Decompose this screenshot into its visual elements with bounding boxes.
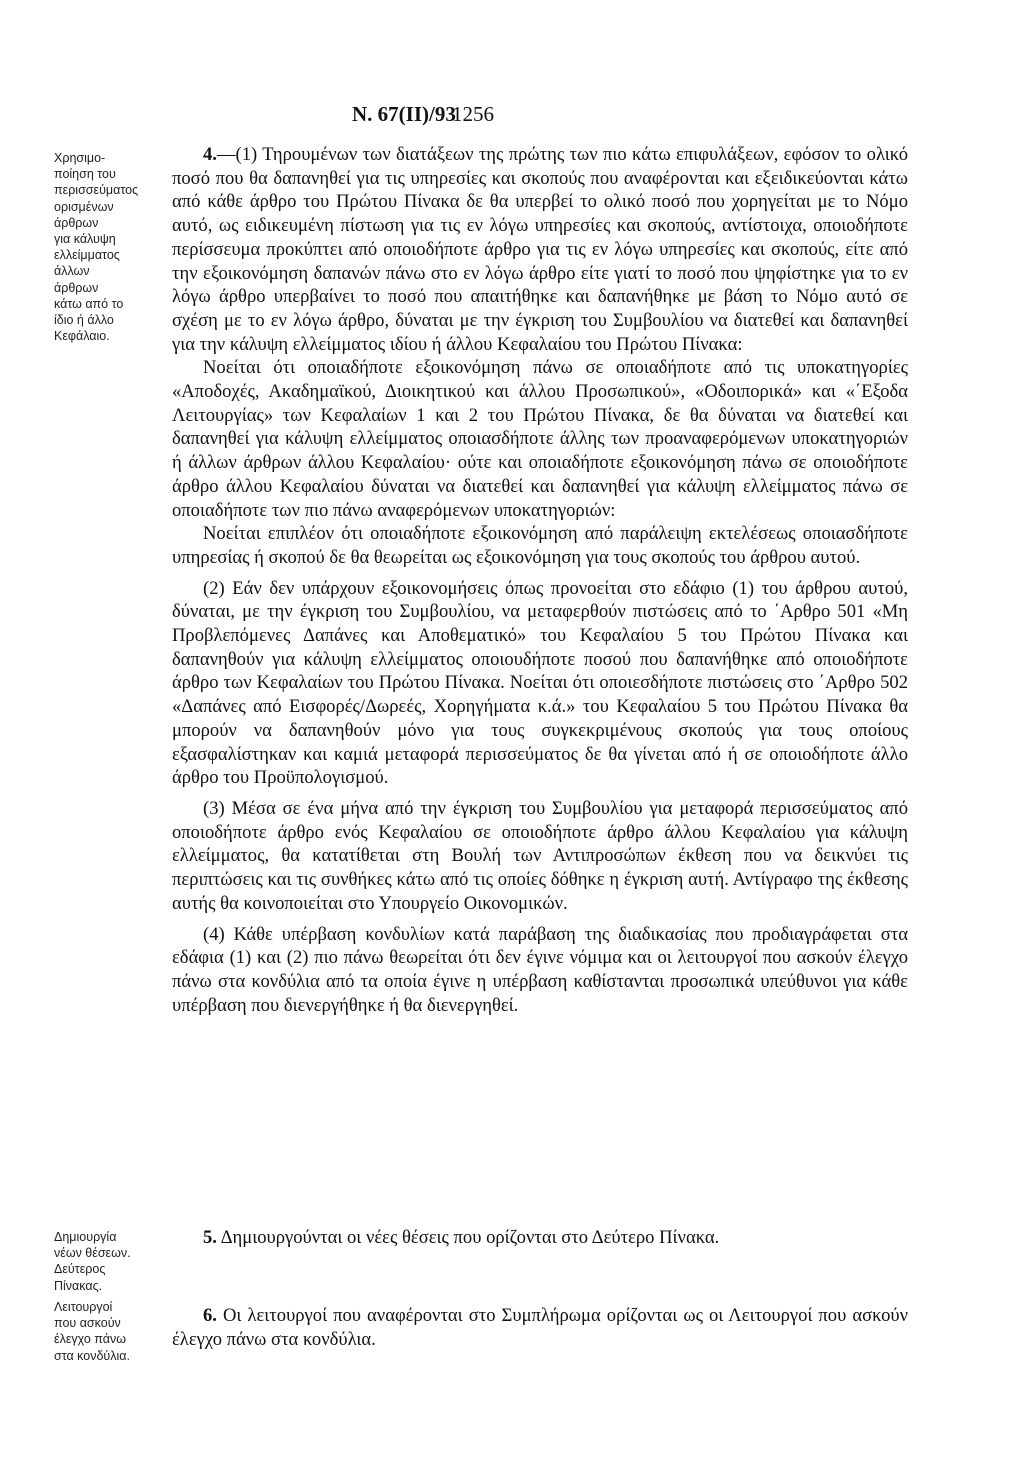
- section-4-subsection-3: (3) Μέσα σε ένα μήνα από την έγκριση του Συμβουλίου για μεταφορά περισσεύματος από οποιοδήποτε άρθρο ενός Κεφαλαίου σε οποιοδήποτε άρθρο άλλου Κεφαλαίου για κάλυψη ελλείμματος, θα κατατίθεται στη Βουλή των Αντιπροσώπων έκθεση που να δεικνύει τις περιπτώσεις και τις συνθήκες κάτω από τις οποίες δόθηκε η έγκριση αυτή. Αντίγραφο της έκθεσης αυτής θα κοινοποιείται στο Υπουργείο Οικονομικών.: [172, 797, 908, 914]
- sidenote-section-4: Χρησιμο- ποίηση του περισσεύματος ορισμένων άρθρων για κάλυψη ελλείμματος άλλων άρθρων κάτω από το ίδιο ή άλλο Κεφάλαιο.: [54, 151, 139, 344]
- sidenote-section-5: Δημιουργία νέων θέσεων. Δεύτερος Πίνακας.: [54, 1230, 131, 1293]
- sidenote-section-6: Λειτουργοί που ασκούν έλεγχο πάνω στα κονδύλια.: [54, 1300, 130, 1363]
- page-header: [0, 102, 1024, 132]
- section-4-proviso-1: Νοείται ότι οποιαδήποτε εξοικονόμηση πάνω σε οποιαδήποτε από τις υποκατηγορίες «Αποδοχές, Ακαδημαϊκού, Διοικητικού και άλλου Προσωπικού», «Οδοιπορικά» και «΄Εξοδα Λειτουργίας» των Κεφαλαίων 1 και 2 του Πρώτου Πίνακα, δε θα δύναται να διατεθεί και δαπανηθεί για κάλυψη ελλείμματος οποιασδήποτε άλλης των προαναφερόμενων υποκατηγοριών ή άλλων άρθρων άλλου Κεφαλαίου· ούτε και οποιαδήποτε εξοικονόμηση πάνω σε οποιοδήποτε άρθρο άλλου Κεφαλαίου δύναται να διατεθεί και δαπανηθεί για κάλυψη ελλείμματος πάνω σε οποιαδήποτε των πιο πάνω αναφερόμενων υποκατηγοριών:: [172, 357, 908, 521]
- law-number: Ν. 67(ΙΙ)/93: [352, 102, 456, 126]
- section-4-subsection-4: (4) Κάθε υπέρβαση κονδυλίων κατά παράβαση της διαδικασίας που προδιαγράφεται στα εδάφια (1) και (2) πιο πάνω θεωρείται ότι δεν έγινε νόμιμα και οι λειτουργοί που ασκούν έλεγχο πάνω στα κονδύλια από τα οποία έγινε η υπέρβαση καθίστανται προσωπικά υπεύθυνοι για κάθε υπέρβαση που διενεργήθηκε ή θα διενεργηθεί.: [172, 923, 908, 1016]
- section-6-number: 6.: [203, 1305, 217, 1326]
- section-4-paragraph-1: 4.—(1) Τηρουμένων των διατάξεων της πρώτης των πιο κάτω επιφυλάξεων, εφόσον το ολικό ποσό που θα δαπανηθεί για τις υπηρεσίες και σκοπούς που αναφέρονται και εξειδικεύονται κάτω από κάθε άρθρο του Πρώτου Πίνακα δε θα υπερβεί το ολικό ποσό που χορηγείται με το Νόμο αυτό, ως ειδικευμένη πίστωση για τις εν λόγω υπηρεσίες και σκοπούς, αντίστοιχα, οποιοδήποτε περίσσευμα προκύπτει από οποιοδήποτε άρθρο για τις εν λόγω υπηρεσίες και σκοπούς, είτε από την εξοικονόμηση δαπανών πάνω στο εν λόγω άρθρο είτε γιατί το ποσό που ψηφίστηκε για το εν λόγω άρθρο υπερβαίνει το ποσό που απαιτήθηκε και δαπανήθηκε με βάση το Νόμο αυτό σε σχέση με το εν λόγω άρθρο, δύναται με την έγκριση του Συμβουλίου να διατεθεί και δαπανηθεί για την κάλυψη ελλείμματος ιδίου ή άλλου Κεφαλαίου του Πρώτου Πίνακα:: [172, 144, 908, 355]
- section-5: [172, 1226, 908, 1250]
- section-4-number: 4.: [203, 144, 217, 165]
- section-4: [172, 143, 908, 1017]
- section-4-subsection-2: (2) Εάν δεν υπάρχουν εξοικονομήσεις όπως προνοείται στο εδάφιο (1) του άρθρου αυτού, δύναται, με την έγκριση του Συμβουλίου, να μεταφερθούν πιστώσεις από το ΄Αρθρο 501 «Μη Προβλεπόμενες Δαπάνες και Αποθεματικό» του Κεφαλαίου 5 του Πρώτου Πίνακα και δαπανηθούν για κάλυψη ελλείμματος οποιουδήποτε ποσού που δαπανήθηκε από οποιοδήποτε άρθρο των Κεφαλαίων του Πρώτου Πίνακα. Νοείται ότι οποιεσδήποτε πιστώσεις στο ΄Αρθρο 502 «Δαπάνες από Εισφορές/Δωρεές, Χορηγήματα κ.ά.» του Κεφαλαίου 5 του Πρώτου Πίνακα θα μπορούν να δαπανηθούν μόνο για τους συγκεκριμένους σκοπούς για τους οποίους εξασφαλίστηκαν και καμιά μεταφορά περισσεύματος δε θα γίνεται από ή σε οποιοδήποτε άλλο άρθρο του Προϋπολογισμού.: [172, 577, 908, 789]
- section-5-text: 5. Δημιουργούνται οι νέες θέσεις που ορίζονται στο Δεύτερο Πίνακα.: [203, 1227, 720, 1248]
- page-number: 1256: [452, 102, 494, 126]
- section-5-number: 5.: [203, 1227, 217, 1248]
- section-4-proviso-2: Νοείται επιπλέον ότι οποιαδήποτε εξοικονόμηση από παράλειψη εκτελέσεως οποιασδήποτε υπηρεσίας ή σκοπού δε θα θεωρείται ως εξοικονόμηση για τους σκοπούς του άρθρου αυτού.: [172, 523, 908, 568]
- section-6-text: 6. Οι λειτουργοί που αναφέρονται στο Συμπλήρωμα ορίζονται ως οι Λειτουργοί που ασκούν έλεγχο πάνω στα κονδύλια.: [172, 1305, 908, 1350]
- section-6: [172, 1304, 908, 1351]
